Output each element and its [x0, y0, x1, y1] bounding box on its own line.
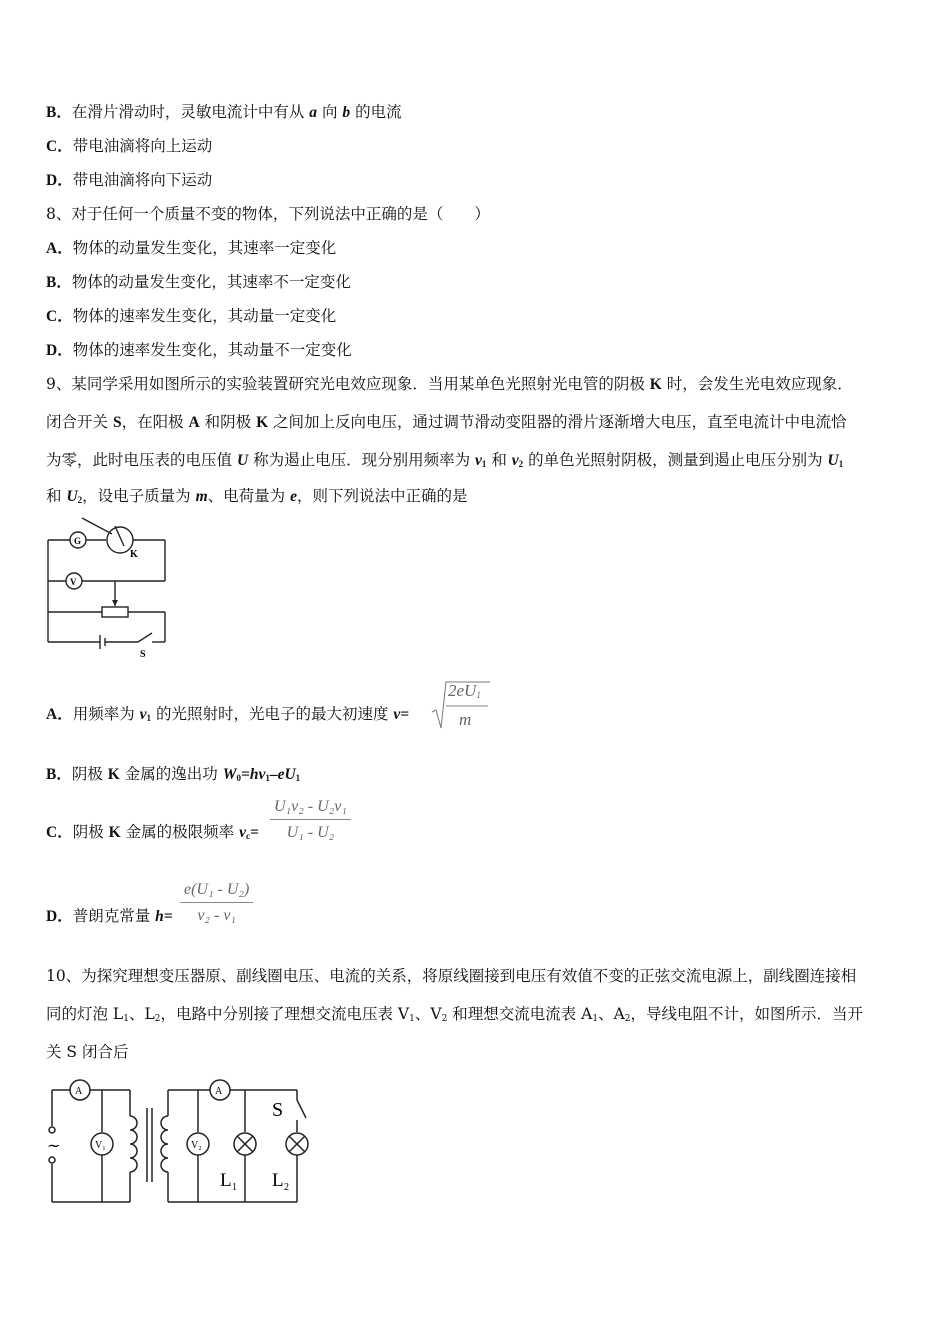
svg-text:L: L — [272, 1170, 284, 1191]
switch-s-icon — [297, 1100, 306, 1118]
q8-option-d: D．物体的速率发生变化，其动量不一定变化 — [46, 341, 352, 359]
q8-stem: 8、对于任何一个质量不变的物体，下列说法中正确的是（ ） — [46, 205, 490, 223]
q10-stem-line1: 10、为探究理想变压器原、副线圈电压、电流的关系，将原线圈接到电压有效值不变的正弦交流电源上，副线圈连接相 — [46, 967, 857, 985]
svg-text:A: A — [75, 1086, 83, 1097]
q9-stem-line3: 为零，此时电压表的电压值 U 称为遏止电压．现分别用频率为 $v_1$ 和 $v_2$ 的单色光照射阴极，测量到遏止电压分别为 $U_1$ — [46, 451, 844, 469]
q9-opt-a-numerator: $2eU_1$ — [448, 681, 481, 700]
svg-text:V₁: V₁ — [95, 1140, 106, 1151]
q9-option-d: D．普朗克常量 h= — [46, 907, 173, 925]
q8-option-b: B．物体的动量发生变化，其速率不一定变化 — [46, 273, 351, 291]
svg-text:G: G — [74, 536, 82, 546]
svg-text:S: S — [272, 1099, 284, 1121]
q8-option-a: A．物体的动量发生变化，其速率一定变化 — [46, 239, 337, 257]
svg-text:2: 2 — [284, 1182, 289, 1193]
svg-text:~: ~ — [47, 1136, 61, 1155]
rheostat-icon — [102, 607, 128, 617]
svg-text:L: L — [220, 1170, 232, 1191]
q8-option-c: C．物体的速率发生变化，其动量一定变化 — [46, 307, 337, 325]
primary-coil-icon — [130, 1116, 137, 1172]
switch-icon — [138, 633, 152, 642]
q7-option-d: D．带电油滴将向下运动 — [46, 171, 213, 189]
secondary-coil-icon — [161, 1116, 168, 1172]
svg-text:V₂: V₂ — [191, 1140, 202, 1151]
q9-opt-d-fraction: $\frac{\text{e(U₁ - U₂)}}{\text{ν₂ - ν₁}}$ — [180, 880, 253, 926]
q9-option-a: A．用频率为 $v_1$ 的光照射时，光电子的最大初速度 v= — [46, 705, 410, 723]
q10-stem-line2: 同的灯泡 $L_1$、$L_2$，电路中分别接了理想交流电压表 $V_1$、$V_2$ 和理想交流电流表 $A_1$、$A_2$，导线电阻不计，如图所示．当开 — [46, 1005, 864, 1024]
q9-option-b: B．阴极 K 金属的逸出功 $W_0=hv_1-eU_1$ — [46, 765, 301, 783]
q9-opt-a-denominator: m — [459, 710, 472, 729]
svg-text:1: 1 — [232, 1182, 237, 1193]
svg-text:S: S — [140, 649, 146, 660]
q10-transformer-circuit — [40, 1074, 320, 1210]
q7-option-b: B．在滑片滑动时，灵敏电流计中有从 a 向 b 的电流 — [46, 103, 402, 121]
q9-photoelectric-circuit — [40, 512, 175, 662]
svg-text:A: A — [215, 1086, 223, 1097]
q9-stem-line1: 9、某同学采用如图所示的实验装置研究光电效应现象．当用某单色光照射光电管的阴极 K 时，会发生光电效应现象． — [46, 375, 853, 393]
q7-option-c: C．带电油滴将向上运动 — [46, 137, 213, 155]
q9-stem-line4: 和 $U_2$，设电子质量为 m、电荷量为 e，则下列说法中正确的是 — [46, 487, 468, 505]
q9-opt-c-fraction: $\frac{\text{U₁ν₂ - U₂ν₁}}{\text{U₁ - U₂}}$ — [270, 797, 351, 843]
q9-stem-line2: 闭合开关 S，在阳极 A 和阴极 K 之间加上反向电压，通过调节滑动变阻器的滑片逐渐增大电压，直至电流计中电流恰 — [46, 413, 847, 431]
svg-text:K: K — [130, 549, 138, 560]
q9-option-c: C．阴极 K 金属的极限频率 $v_c=$ — [46, 823, 259, 841]
svg-text:V: V — [70, 577, 77, 587]
q10-stem-line3: 关 S 闭合后 — [46, 1043, 129, 1061]
